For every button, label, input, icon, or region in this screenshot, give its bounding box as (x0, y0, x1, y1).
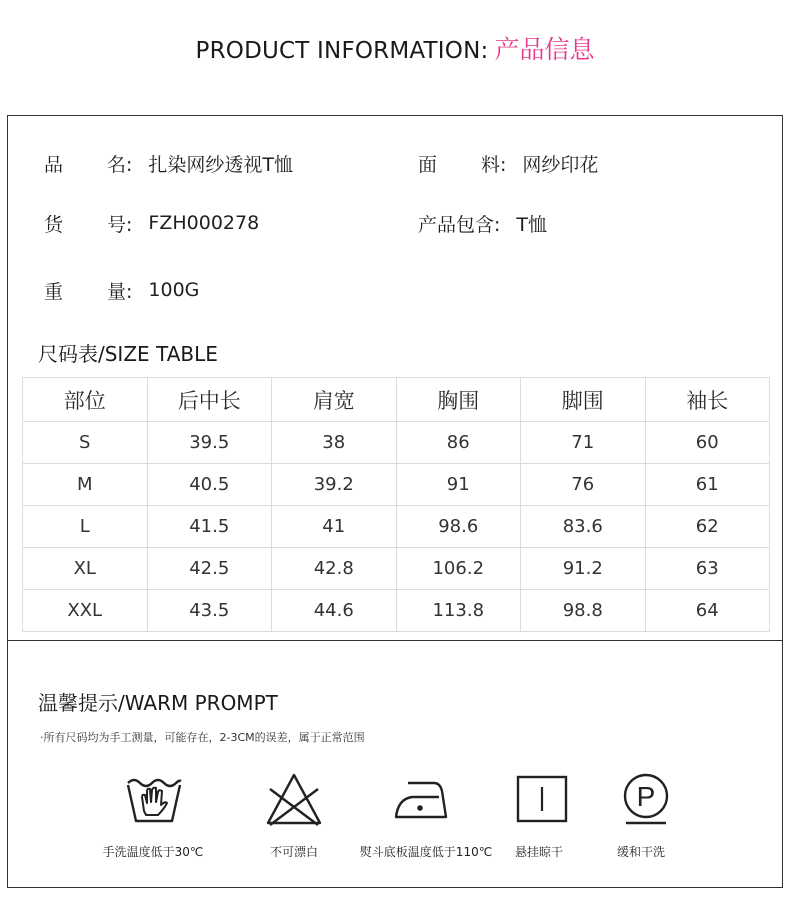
dry-clean-label: 缓和干洗 (616, 845, 666, 859)
info-package-value: T恤 (516, 213, 548, 236)
warm-prompt-panel (7, 640, 783, 888)
info-weight-label-b: 量: (107, 280, 133, 303)
info-item-no-value: FZH000278 (148, 212, 260, 234)
table-cell: 113.8 (396, 590, 521, 632)
info-name-label-b: 名: (107, 153, 133, 176)
table-cell: 60 (645, 422, 770, 464)
table-cell: L (23, 506, 148, 548)
table-cell: M (23, 464, 148, 506)
table-cell: 63 (645, 548, 770, 590)
table-cell: 39.5 (147, 422, 272, 464)
table-cell: 86 (396, 422, 521, 464)
size-table-header: 胸围 (396, 378, 521, 422)
info-fabric-label-b: 料: (481, 153, 507, 176)
info-weight-value: 100G (148, 279, 200, 301)
no-bleach-label: 不可漂白 (269, 845, 319, 859)
info-weight-row (44, 275, 199, 305)
table-cell: 41 (272, 506, 397, 548)
info-name-row (44, 148, 293, 178)
page-title-en: PRODUCT INFORMATION: (195, 38, 489, 64)
table-row (23, 422, 770, 464)
table-cell: S (23, 422, 148, 464)
measurement-note: ·所有尺码均为手工测量，可能存在，2-3CM的误差，属于正常范围 (40, 731, 365, 744)
info-weight-label-a: 重 (44, 280, 64, 303)
table-cell: 98.8 (521, 590, 646, 632)
table-cell: 91 (396, 464, 521, 506)
page-title-cn: 产品信息 (494, 35, 595, 64)
size-table (22, 377, 770, 632)
info-package-row (418, 208, 547, 238)
table-cell: XXL (23, 590, 148, 632)
size-table-header-row (23, 378, 770, 422)
table-cell: 41.5 (147, 506, 272, 548)
table-row (23, 590, 770, 632)
table-cell: 39.2 (272, 464, 397, 506)
table-cell: 44.6 (272, 590, 397, 632)
size-table-header: 脚围 (521, 378, 646, 422)
table-cell: 76 (521, 464, 646, 506)
table-cell: 42.8 (272, 548, 397, 590)
iron-icon (390, 769, 450, 829)
size-table-header: 部位 (23, 378, 148, 422)
table-row (23, 548, 770, 590)
table-cell: 42.5 (147, 548, 272, 590)
warm-prompt-title: 温馨提示/WARM PROMPT (38, 691, 278, 715)
size-table-header: 后中长 (147, 378, 272, 422)
no-bleach-icon (264, 769, 324, 829)
info-item-no-label-a: 货 (44, 213, 64, 236)
table-row (23, 464, 770, 506)
hand-wash-icon (124, 769, 184, 829)
table-cell: 38 (272, 422, 397, 464)
size-table-header: 肩宽 (272, 378, 397, 422)
info-fabric-row (418, 148, 598, 178)
info-name-label-a: 品 (44, 153, 64, 176)
product-info-panel (7, 115, 783, 641)
dry-clean-symbol: P (636, 781, 656, 812)
info-package-label: 产品包含: (418, 213, 501, 236)
table-cell: XL (23, 548, 148, 590)
table-cell: 98.6 (396, 506, 521, 548)
table-cell: 61 (645, 464, 770, 506)
hang-dry-icon (512, 769, 572, 829)
table-cell: 62 (645, 506, 770, 548)
hang-dry-label: 悬挂晾干 (514, 845, 564, 859)
table-cell: 91.2 (521, 548, 646, 590)
iron-label: 熨斗底板温度低于110℃ (359, 845, 493, 859)
info-item-no-row (44, 208, 259, 238)
table-cell: 83.6 (521, 506, 646, 548)
page-header (0, 30, 790, 70)
hand-wash-label: 手洗温度低于30℃ (102, 845, 204, 859)
info-name-value: 扎染网纱透视T恤 (148, 153, 294, 176)
size-table-header: 袖长 (645, 378, 770, 422)
size-table-title: 尺码表/SIZE TABLE (38, 342, 218, 366)
table-cell: 40.5 (147, 464, 272, 506)
table-cell: 43.5 (147, 590, 272, 632)
table-cell: 71 (521, 422, 646, 464)
info-fabric-label-a: 面 (418, 153, 438, 176)
dry-clean-p-icon (616, 769, 676, 829)
info-fabric-value: 网纱印花 (522, 153, 599, 176)
table-cell: 106.2 (396, 548, 521, 590)
info-item-no-label-b: 号: (107, 213, 133, 236)
table-cell: 64 (645, 590, 770, 632)
table-row (23, 506, 770, 548)
